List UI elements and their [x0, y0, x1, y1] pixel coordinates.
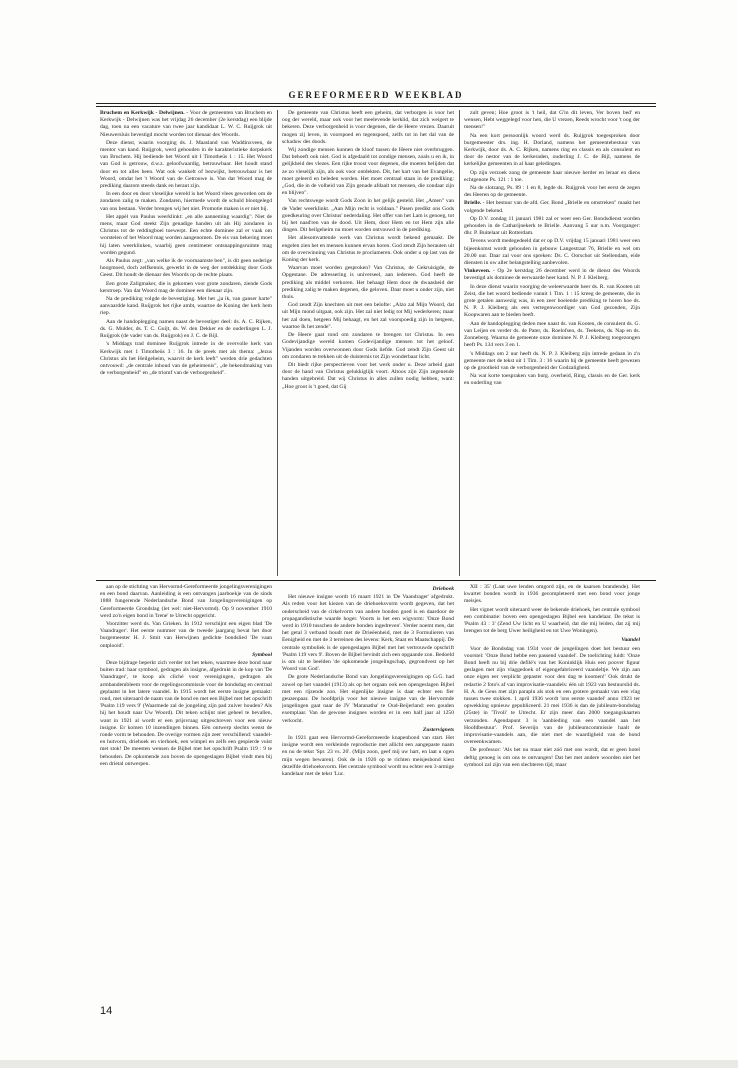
paragraph [464, 238, 640, 267]
paragraph [100, 319, 272, 341]
paragraph-text: XII : 35' (Laat uwe lenden omgord zijn, en de kaarsen brandende). Het kwartet bonden wordt in 1936 gecompleteerd met een bond voor jonge meisjes. [464, 584, 640, 605]
paragraph [464, 200, 640, 214]
paragraph [282, 147, 454, 197]
paragraph-text: Dit biedt rijke perspectieven voor het werk onder u. Deze arbeid gaat door de hand van Christus gelukkiglijk voort. Altoos zijn Zijn zegenende handen uitgebreid. Dat wij Christus in alles zullen nodig hebben, want: „Hoe groot is 't goed, dat Gij [282, 361, 454, 390]
paragraph [100, 341, 272, 377]
paragraph-text: zult geven; Hoe groot is 't heil, dat G'in dit leven, Ver boven bed' en wensen, Hebt weggelegd voor hen, die U vrezen, Reeds wrocht voor 't oog der mensen!" [464, 110, 640, 131]
paragraph-text: Op zijn verzoek zong de gemeente haar nieuwe herder en leraar en diens echtgenote Ps. 121 : 1 toe. [464, 169, 640, 183]
paragraph-text: Als Paulus zegt: „van welke ik de voornaamste ben", is dit geen nederige hoogmoed, doch zelfkennis, gewerkt in de weg der ontdekking door Gods Geest. Dit houdt de dienaar des Woords op de rechte plaats. [100, 258, 272, 279]
paragraph [464, 268, 640, 282]
paragraph-text: De gemeente van Christus heeft een geheim, dat verborgen is voor het oog der wereld, maar ook voor het meelevende kerklid, dat zich weigert te bekeren. Deze verborgenheid is voor degenen, die de Heere vrezen. Daaruit mogen zij leven, in voorspoed en tegenspoed, zelfs tot in het dal van de schaduw des doods. [282, 110, 454, 145]
page-header: GEREFORMEERD WEEKBLAD [288, 90, 464, 100]
page-number: 14 [100, 1005, 113, 1017]
paragraph [464, 607, 640, 636]
subheading-text: Zustervignets [422, 726, 454, 733]
paragraph [464, 170, 640, 184]
paragraph-text: Na de slotzang, Ps. 89 : 1 en 8, legde ds. Ruijgrok voor het eerst de zegen des Heeren op de gemeente. [464, 185, 640, 199]
bottom-column-2 [282, 584, 454, 996]
paragraph-text: Na de prediking volgde de bevestiging. Met het „ja ik, van ganser harte" aanvaardde kand. Ruijgrok het rijke ambt, waartoe de Koning der kerk hem riep. [100, 296, 272, 317]
paragraph [282, 235, 454, 264]
subheading [100, 652, 272, 659]
paragraph-text: De Heere gaat rond om zondaren te brengen tot Christus. In een Godevijandige wereld komen Godevijandige mensen tot het geloof. Vijanden worden overwonnen door Gods liefde. God zendt Zijn Geest uit om zondaren te trekken uit de duisternis tot Zijn wonderbaar licht. [282, 332, 454, 360]
paragraph-text: Voorzitter werd ds. Van Grieken. In 1912 verschijnt een eigen blad 'De Vaandrager'. Het eerste nummer van de tweede jaargang bevat het door burgemeester H. J. Smit van Herwijnen gedichte bondslied 'De vaan ontplooid'. [100, 621, 272, 649]
top-column-3 [464, 110, 640, 576]
paragraph [100, 296, 272, 318]
paragraph-text: De grote Nederlandsche Bond van Jongelingsverenigingen op G.G. had zowel op het vaandel (1913) als op het orgaan ook een opengeslagen Bijbel met een rijzende zon. Het eigenlijke insigne is daar echter een fier geuzenpaar. De hoofdprijs voor het nieuwe insigne van de Hervormde jongelingen gaat naar de JV 'Maranatha' te Oud-Beijerland: een gouden exemplaar. Van de gewone insignes worden er in een half jaar al 1250 verkocht. [282, 674, 454, 724]
paragraph-text: Wij zondige mensen kunnen de kloof tussen de Heere niet overbruggen. Dat behoeft ook niet. God is afgedaald tot zondige mensen, zoals u en ik, in gelijkheid des vlezes. Een rijke troost voor degenen, die moeten belijden dat ze zo vleselijk zijn, als ook voor ontdekten. Dit, het hart van het Evangelie, moet geleerd en beleden worden. Het moet centraal staan in de prediking: „God, die in de volheid van Zijn genade afdaalt tot mensen, die zondaar zijn en blijven". [282, 147, 454, 197]
paragraph [464, 351, 640, 373]
paragraph-text: Na een kort persoonlijk woord werd ds. Ruijgrok toegesproken door burgemeester drs. ing. H. Dorland, namens het gemeentebestuur van Kerkwijk, door ds. A. C. Rijken, namens ring en classis en als consulent en door de nestor van de kerkeraden, ouderling J. C. de Bijl, namens de kerkelijke gemeenten in al haar geledingen. [464, 132, 640, 168]
paragraph-text: Een grote Zaligmaker, die is gekomen voor grote zondaren, ziende Gods kerstroep. Van dat Woord mag de dominee een dienaar zijn. [100, 280, 272, 294]
bottom-column-3 [464, 584, 640, 996]
paragraph-text: De professor: 'Als het nu maar niet zóó met ons wordt, dat er geen hotel deftig genoeg is om ons te ontvangen! Dat het met andere woorden niet het symbool zal zijn van een slechteren tijd, maar [464, 747, 640, 768]
paragraph [282, 735, 454, 778]
paragraph [464, 373, 640, 387]
paragraph [100, 191, 272, 213]
paragraph-text: - Op 2e kerstdag 26 december werd in de dienst des Woords bevestigd als dominee de eerwaarde heer kand. N. P. J. Kleiberg. [464, 268, 640, 282]
paragraph [100, 214, 272, 257]
paragraph [100, 281, 272, 295]
paragraph-text: Het appèl van Paulus weerklinkt: „en alle aanneming waardig". Niet de mens, maar God steekt Zijn genadige handen uit als Hij zondaren in Christus tot de reddingboei toewerpt. Een echte dominee zal er vaak om worstelen of het Woord mag worden aangenomen. De eis van bekering moet hij laten weerklinken, waarbij geen centimeter ontsnappingsruimte mag worden gegund. [100, 213, 272, 256]
paragraph [282, 198, 454, 234]
subheading-text: Vaandel [621, 637, 640, 644]
scan-edge [0, 1060, 738, 1068]
paragraph-text: Deze dienst, waarin voorging ds. J. Maasland van Waddinxveen, de mentor van kand. Ruijgrok, werd gehouden in de karakteristieke dorpskerk van Bruchem. Hij bediende het Woord uit I Timotheüs 1 : 15. Het Woord van God is getrouw, d.w.z. geloofwaardig, betrouwbaar. Het houdt stand door en tot alles heen. Wat ook wankelt of bezwijkt, betrouwbaar is het Woord, omdat het 't Woord van de Getrouwe is. Van dat Woord mag de prediking daarom steeds dank en heraut zijn. [100, 139, 272, 190]
paragraph [464, 747, 640, 769]
subheading [282, 727, 454, 734]
subheading-text: Symbool [252, 651, 272, 658]
paragraph-text: - Het bestuur van de afd. Ger. Bond „Brielle en omstreken" maakt het volgende bekend. [464, 200, 640, 214]
subheading [464, 637, 640, 644]
paragraph-text: aan op de stichting van Hervormd-Gereformeerde jongelingsverenigingen en een bond daarvan. Aanleiding is een ontvangen jaarboekje van de sinds 1888 fungerende Nederlandsche Bond van Jongelingsverenigingen op Gereformeerde Grondslag (let wel: niet-Hervormd). Op 9 november 1910 werd zo'n eigen bond in 'Irene' te Utrecht opgericht. [100, 584, 272, 619]
paragraph [464, 110, 640, 132]
paragraph-text: Aan de handoplegging deden mee naast ds. van Kooten, de consulent ds. G. van Leijen en verder ds. de Pater, ds. Roelofsen, ds. Teekens, ds. Nap en ds. Zonneberg. Waarna de gemeente onze dominee N. P. J. Kleiberg toegezongen heeft Ps. 134 vers 3 en 1. [464, 320, 640, 349]
paragraph-text: In deze dienst waarin voorging de weleerwaarde heer ds. R. van Kooten uit Zeist, die het woord bediende vanuit 1 Tim. 1 : 15 kreeg de gemeente, die in grote getalen aanwezig was, in een zeer boeiende prediking te horen hoe ds. N. P. J. Kleiberg als een vertegenwoordiger van God gezonden, Zijn Koopwaren aan te bieden heeft. [464, 283, 640, 319]
paragraph-text: Deze bijdrage beperkt zich verder tot het teken, waarmee deze bond naar buiten trad: haar symbool, gedragen als insigne, afgedrukt in de kop van 'De Vaandrager', te koop als cliché voor verenigingen, gedragen als armbandembleem voor de regelingscommissie voor de bondsdag en centraal geplaatst in het latere vaandel. In 1915 wordt het eerste insigne gemaakt: rond, met uiteraard de naam van de bond en met een Bijbel met het opschrift 'Psalm 119 vers 9' (Waarmede zal de jongeling zijn pad zuiver houden? Als hij het houdt naar Uw Woord). Dit teken schijnt niet geheel te bevallen, want in 1921 al wordt er een prijsvraag uitgeschreven voor een nieuw insigne. Er komen 10 inzendingen binnen. Eén ontwerp slechts wenst de ronde vorm te behouden. De overige vormen zijn zeer verschillend: vaandel- en hutvorm, driehoek en vierhoek, een wimpel en zelfs een gespierde vuist met stok! De meesten wensen de Bijbel met het opschrift Psalm 119 : 9 te behouden. De opkomende zon boven de opengeslagen Bijbel vindt men bij een drietal ontwerpen. [100, 660, 272, 767]
paragraph-text: - Voor de gemeenten van Bruchem en Kerkwijk - Delwijnen was het vrijdag 26 december (2e kerstdag) een blijde dag, toen na een vacature van twee jaar kandidaat L. W. C. Ruijgrok uit Nieuwersluis bevestigd mocht worden tot dienaar des Woords. [100, 110, 272, 138]
paragraph [464, 284, 640, 320]
paragraph [464, 321, 640, 350]
paragraph [282, 674, 454, 724]
section-divider [96, 580, 656, 581]
header-rule [96, 103, 656, 104]
paragraph [100, 584, 272, 620]
paragraph [100, 140, 272, 190]
paragraph-text: In een door en door vleselijke wereld is het Woord vlees geworden om de zondaren zalig te maken. Zondaren, hiermede wordt de schuld blootgelegd van ons bestaan. Verder brengen wij het niet. Promotie maken is er niet bij. [100, 191, 272, 212]
paragraph-text: Het nieuwe insigne wordt 16 maart 1921 in 'De Vaandrager' afgedrukt. Als reden voor het kiezen van de driehoeksvorm wordt gegeven, dat het onderscheid van de cirkelvorm van andere bonden goed is en daardoor de propagandistische waarde hoger. Voorts is het een wigvorm: 'Onze Bond werd in 1910 tusschen de andere bonden ingedreven'. Verder noemt men, dat het getal 3 verband houdt met de Drieëenheid, met de 3 Formulieren van Eenigheid en met de 3 terreinen des levens: Kerk, Staat en Maatschappij. De centrale symboliek is de opengeslagen Bijbel met het vertrouwde opschrift 'Psalm 119 vers 9'. Boven de Bijbel bevindt zich een opgaande zon. Bedoeld is om uit te beelden 'de opkomende jongelingschap, gegrondvest op het Woord van God'. [282, 594, 454, 673]
paragraph-text: Het allesomvattende werk van Christus wordt bekend gemaakt. De engelen zien het en mensen kunnen ervan horen. God zendt Zijn herauten uit om de overwinning van Christus te proclameren. Ook onder u op last van de Koning der kerk. [282, 235, 454, 264]
header-rule-thin [96, 106, 656, 107]
paragraph [464, 133, 640, 169]
top-column-1 [100, 110, 272, 576]
paragraph-lead: Brielle. [464, 200, 482, 207]
paragraph-text: Aan de handoplegging namen naast de bevestiger deel: ds. A. C. Rijken, ds. G. Mulder, ds. T. C. Guijt, ds. W. den Dekker en de ouderlingen L. J. Ruijgrok (de vader van ds. Ruijgrok) en J. C. de Bijl. [100, 318, 272, 340]
paragraph [282, 332, 454, 361]
paragraph [282, 110, 454, 146]
paragraph [464, 185, 640, 199]
paragraph-text: God zendt Zijn knechten uit met een belofte: „Alzo zal Mijn Woord, dat uit Mijn mond uitgaat, ook zijn. Het zal niet ledig tot Mij wederkeren; maar het zal doen, hetgeen Mij behaagt, en het zal voorspoedig zijn in hetgeen, waartoe Ik het zende". [282, 302, 454, 330]
paragraph [100, 110, 272, 139]
top-column-2 [282, 110, 454, 576]
paragraph [464, 646, 640, 747]
paragraph [282, 362, 454, 391]
bottom-column-1 [100, 584, 272, 996]
paragraph [282, 302, 454, 331]
paragraph-text: Het vignet wordt uiteraard weer de bekende driehoek, het centrale symbool een combinatie: boven een opengeslagen Bijbel een kandelaar. De tekst is 'Psalm 43 : 3' (Zend Uw licht en U waarheid, dat die mij leiden, dat zij mij brengen tot de berg Uwer heiligheid en tot Uwe Woningen). [464, 606, 640, 635]
paragraph-text: Waarvan moet worden gesproken? Van Christus, de Gekruisigde, de Opgestane. De adressering is universeel, aan iedereen. God heeft de prediking als middel verkoren. Het behaagt Hem door de dwaasheid der prediking zalig te maken degenen, die geloven. Daar moet u onder zijn, niet thuis. [282, 265, 454, 301]
subheading [282, 586, 454, 593]
paragraph [282, 265, 454, 301]
subheading-text: Driehoek [432, 586, 454, 592]
paragraph-text: Na wat korte toespraken van burg. overheid, Ring, classis en de Ger. kerk en ouderling van [464, 373, 640, 387]
paragraph-text: Tevens wordt medegedeeld dat er op D.V. vrijdag 15 januari 1981 weer een bijeenkomst wordt gehouden in gebouw Langestraat 76, Brielle en wel om 20.00 uur. Daar zal voor ons spreken: Ds. C. Oorschot uit Stellendam, eide diensten in uw aller belangstelling aanbevolen. [464, 238, 640, 267]
paragraph-text: 's Middags trad dominee Ruijgrok intrede in de overvolle kerk van Kerkwijk met 1 Timotheüs 3 : 16. In de preek met als thema: „Jezus Christus als het Heilgeheim, waarvit de kerk leeft" werden drie gedachten ontvouwd: „de centrale inhoud van de geheimenis", „de bekendmaking van de verborgenheid" en „de triomf van de verborgenheid". [100, 341, 272, 377]
paragraph [100, 660, 272, 768]
paragraph [464, 584, 640, 606]
column-divider [459, 110, 460, 576]
paragraph-lead: Bruchem en Kerkwijk - Delwijnen. [100, 110, 185, 116]
paragraph [100, 258, 272, 280]
paragraph [464, 216, 640, 238]
paragraph [282, 594, 454, 673]
paragraph [100, 621, 272, 650]
paragraph-text: 's Middags om 2 uur heeft ds. N. P. J. Kleiberg zijn intrede gedaan in z'n gemeente met de tekst uit 1 Tim. 3 : 16 waarin hij de gemeente heeft gewezen op de grootheid van de verborgenheid der Godzaligheid. [464, 350, 640, 371]
paragraph-text: Op D.V. zondag 11 januari 1981 zal er weer een Ger. Bondsdienst worden gehouden in de Catharijnekerk te Brielle. Aanvang 5 uur n.m. Voorganger: dhr. P. Buitelaar uit Rotterdam. [464, 215, 640, 237]
paragraph-lead: Vinkeveen. [464, 268, 491, 275]
paragraph-text: Van rechtswege wordt Gods Zoon in het gelijk gesteld. Het „Amen" van de Vader weerklinkt. „Aan Mijn recht is voldaan." Pasen predikt ons Gods goedkeuring over Christus' nederdaling. Het offer van het Lam is genoeg, tot bij het naad'ren van de dood. Uit Hem, door Hem en tot Hem zijn alle dingen. Dit heilgeheim nu moet worden ontvouwd in de prediking. [282, 198, 454, 234]
paragraph-text: Voor de Bondsdag van 1934 voor de jongelingen doet het bestuur een voorstel: 'Onze Bond hebbe een passend vaandel'. De toelichting luidt: 'Onze Bond heeft nu bij drie defilé's van het Koninklijk Huis een poover figuur geslagen met zijn vlaggedoek of eigengefabriceerd vaandeltje. We zijn aan onze eigen eer verplicht gepaster voor den dag te koomen!' Ook drukt de redactie 2 foto's af van improvisatie-vaandels: één uit 1923 van bestuurslid ds. H. A. de Geus met zijn paraplu als stok en een grotere gemaakt van een vlag tussen twee stokken. 1 april 1936 wordt 'ons eerste vaandel' anno 1923 ter opwekking opnieuw gepubliceerd. 21 mei 1936 is dan de jubileum-bondsdag (25ste) in 'Tivoli' te Utrecht. Er zijn meer dan 2000 toegangskaarten verzonden. Agendapunt 3 is 'aanbieding van een vaandel aan het Hoofdbestuur'. Prof. Severijn van de jubileumcommissie haalt de improvisatie-vaandels aan, die niet met de waardigheid van de bond overeenkwamen. [464, 645, 640, 746]
column-divider [277, 110, 278, 576]
paragraph-text: In 1921 gaat een Hervormd-Gereformeerde knapenbond van start. Het insigne wordt een verkleinde reproductie met allicht een aangepaste naam en nu de tekst 'Spr. 23 vs. 26'. (Mijn zoon, geef mij uw hart, en laat u ogen mijn wegen bewaren). Ook de in 1926 op te richten meisjesbond kiest dezelfde driehoeksvorm. Het centrale symbool wordt nu echter een 3-armige kandelaar met de tekst 'Luc. [282, 735, 454, 778]
